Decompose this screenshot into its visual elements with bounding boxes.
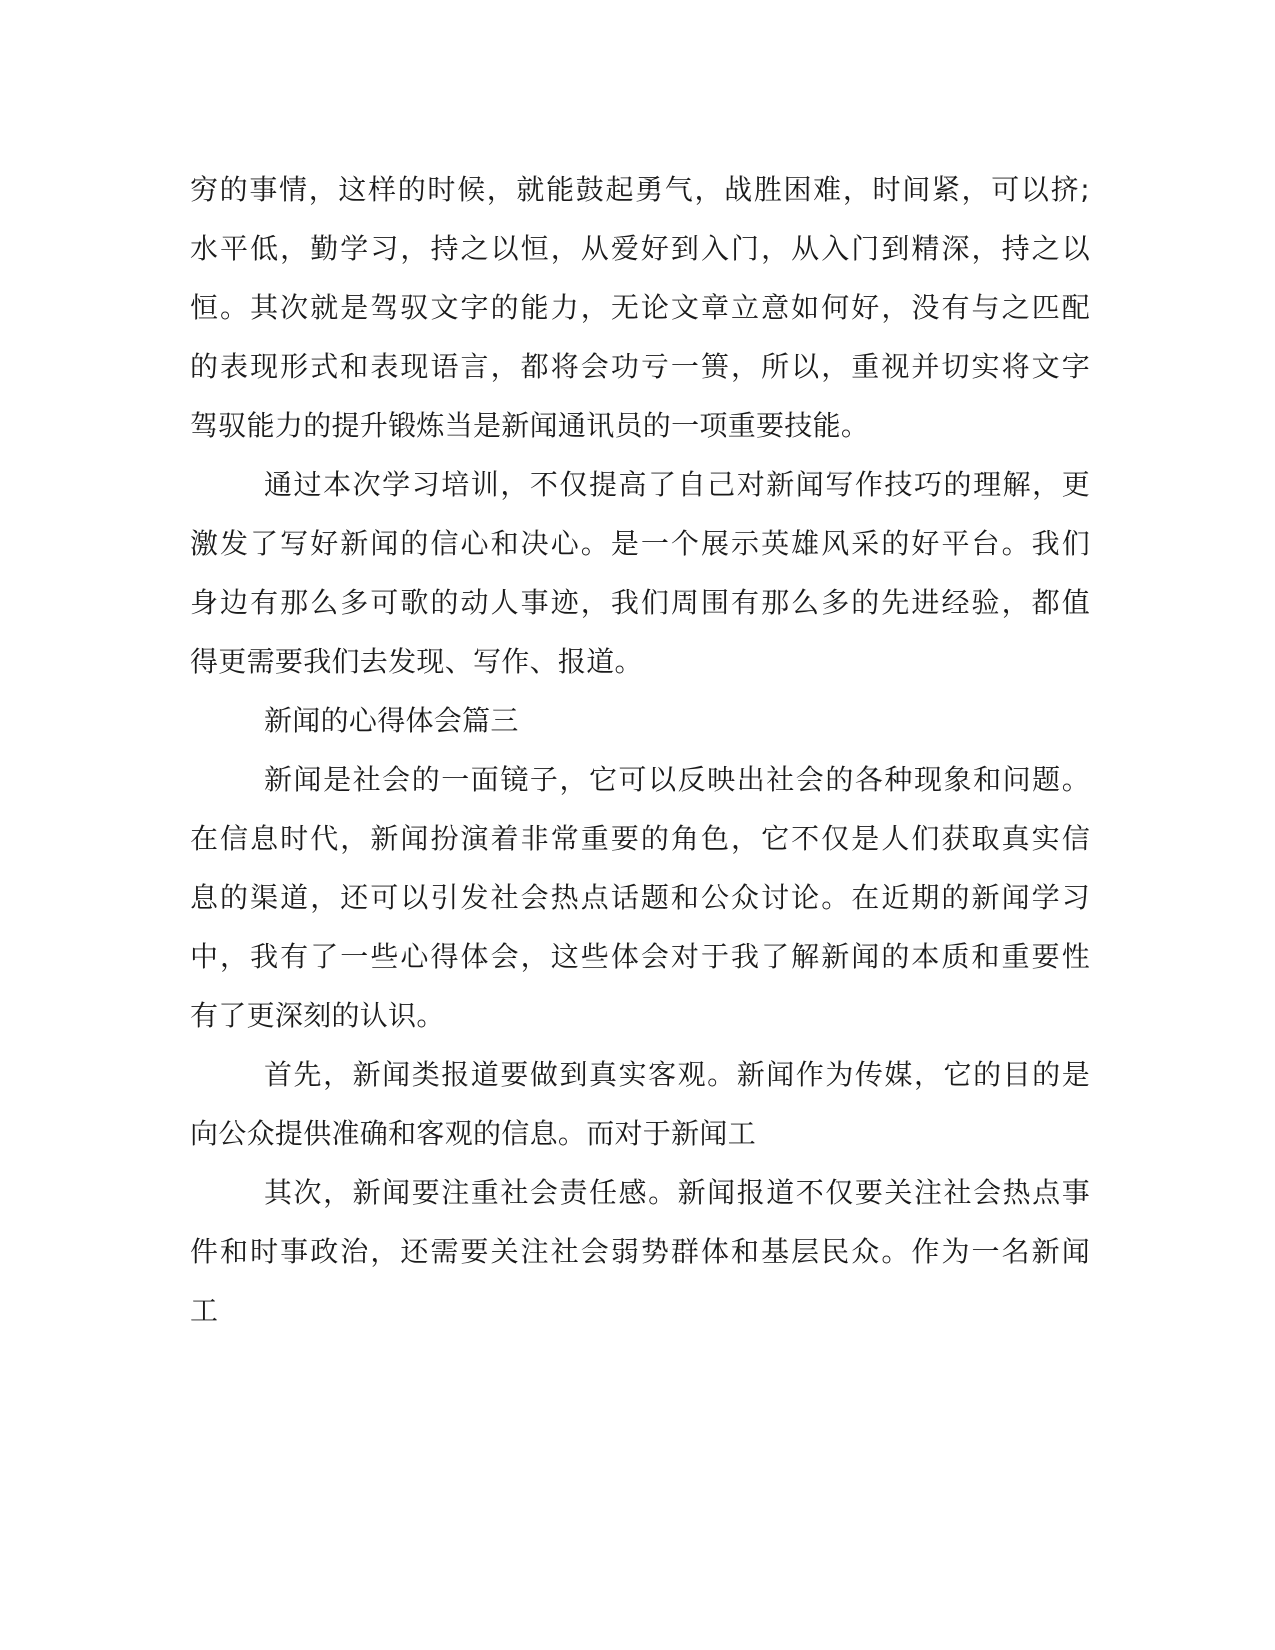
paragraph-6 xyxy=(190,1163,1090,1340)
text-line: 工 xyxy=(190,1294,219,1327)
text-line: 身边有那么多可歌的动人事迹，我们周围有那么多的先进经验，都值 xyxy=(190,586,1090,619)
document-body xyxy=(190,160,1090,1340)
section-heading xyxy=(190,691,1090,750)
text-line: 首先，新闻类报道要做到真实客观。新闻作为传媒，它的目的是 xyxy=(264,1058,1090,1091)
text-line: 恒。其次就是驾驭文字的能力，无论文章立意如何好，没有与之匹配 xyxy=(190,291,1090,324)
text-line: 有了更深刻的认识。 xyxy=(190,999,445,1032)
text-line: 息的渠道，还可以引发社会热点话题和公众讨论。在近期的新闻学习 xyxy=(190,881,1090,914)
text-line: 新闻是社会的一面镜子，它可以反映出社会的各种现象和问题。 xyxy=(264,763,1090,796)
text-line: 中，我有了一些心得体会，这些体会对于我了解新闻的本质和重要性 xyxy=(190,940,1090,973)
paragraph-2 xyxy=(190,455,1090,691)
text-line: 在信息时代，新闻扮演着非常重要的角色，它不仅是人们获取真实信 xyxy=(190,822,1090,855)
text-line: 激发了写好新闻的信心和决心。是一个展示英雄风采的好平台。我们 xyxy=(190,527,1090,560)
text-line: 驾驭能力的提升锻炼当是新闻通讯员的一项重要技能。 xyxy=(190,409,870,442)
text-line: 水平低，勤学习，持之以恒，从爱好到入门，从入门到精深，持之以 xyxy=(190,232,1090,265)
text-line: 向公众提供准确和客观的信息。而对于新闻工 xyxy=(190,1117,757,1150)
text-line: 件和时事政治，还需要关注社会弱势群体和基层民众。作为一名新闻 xyxy=(190,1235,1090,1268)
heading-text: 新闻的心得体会篇三 xyxy=(264,704,519,737)
text-line: 通过本次学习培训，不仅提高了自己对新闻写作技巧的理解，更 xyxy=(264,468,1090,501)
text-line: 得更需要我们去发现、写作、报道。 xyxy=(190,645,643,678)
paragraph-5 xyxy=(190,1045,1090,1163)
text-line: 的表现形式和表现语言，都将会功亏一篑，所以，重视并切实将文字 xyxy=(190,350,1090,383)
text-line: 其次，新闻要注重社会责任感。新闻报道不仅要关注社会热点事 xyxy=(264,1176,1090,1209)
text-line: 穷的事情，这样的时候，就能鼓起勇气，战胜困难，时间紧，可以挤; xyxy=(190,173,1090,206)
paragraph-1 xyxy=(190,160,1090,455)
paragraph-4 xyxy=(190,750,1090,1045)
